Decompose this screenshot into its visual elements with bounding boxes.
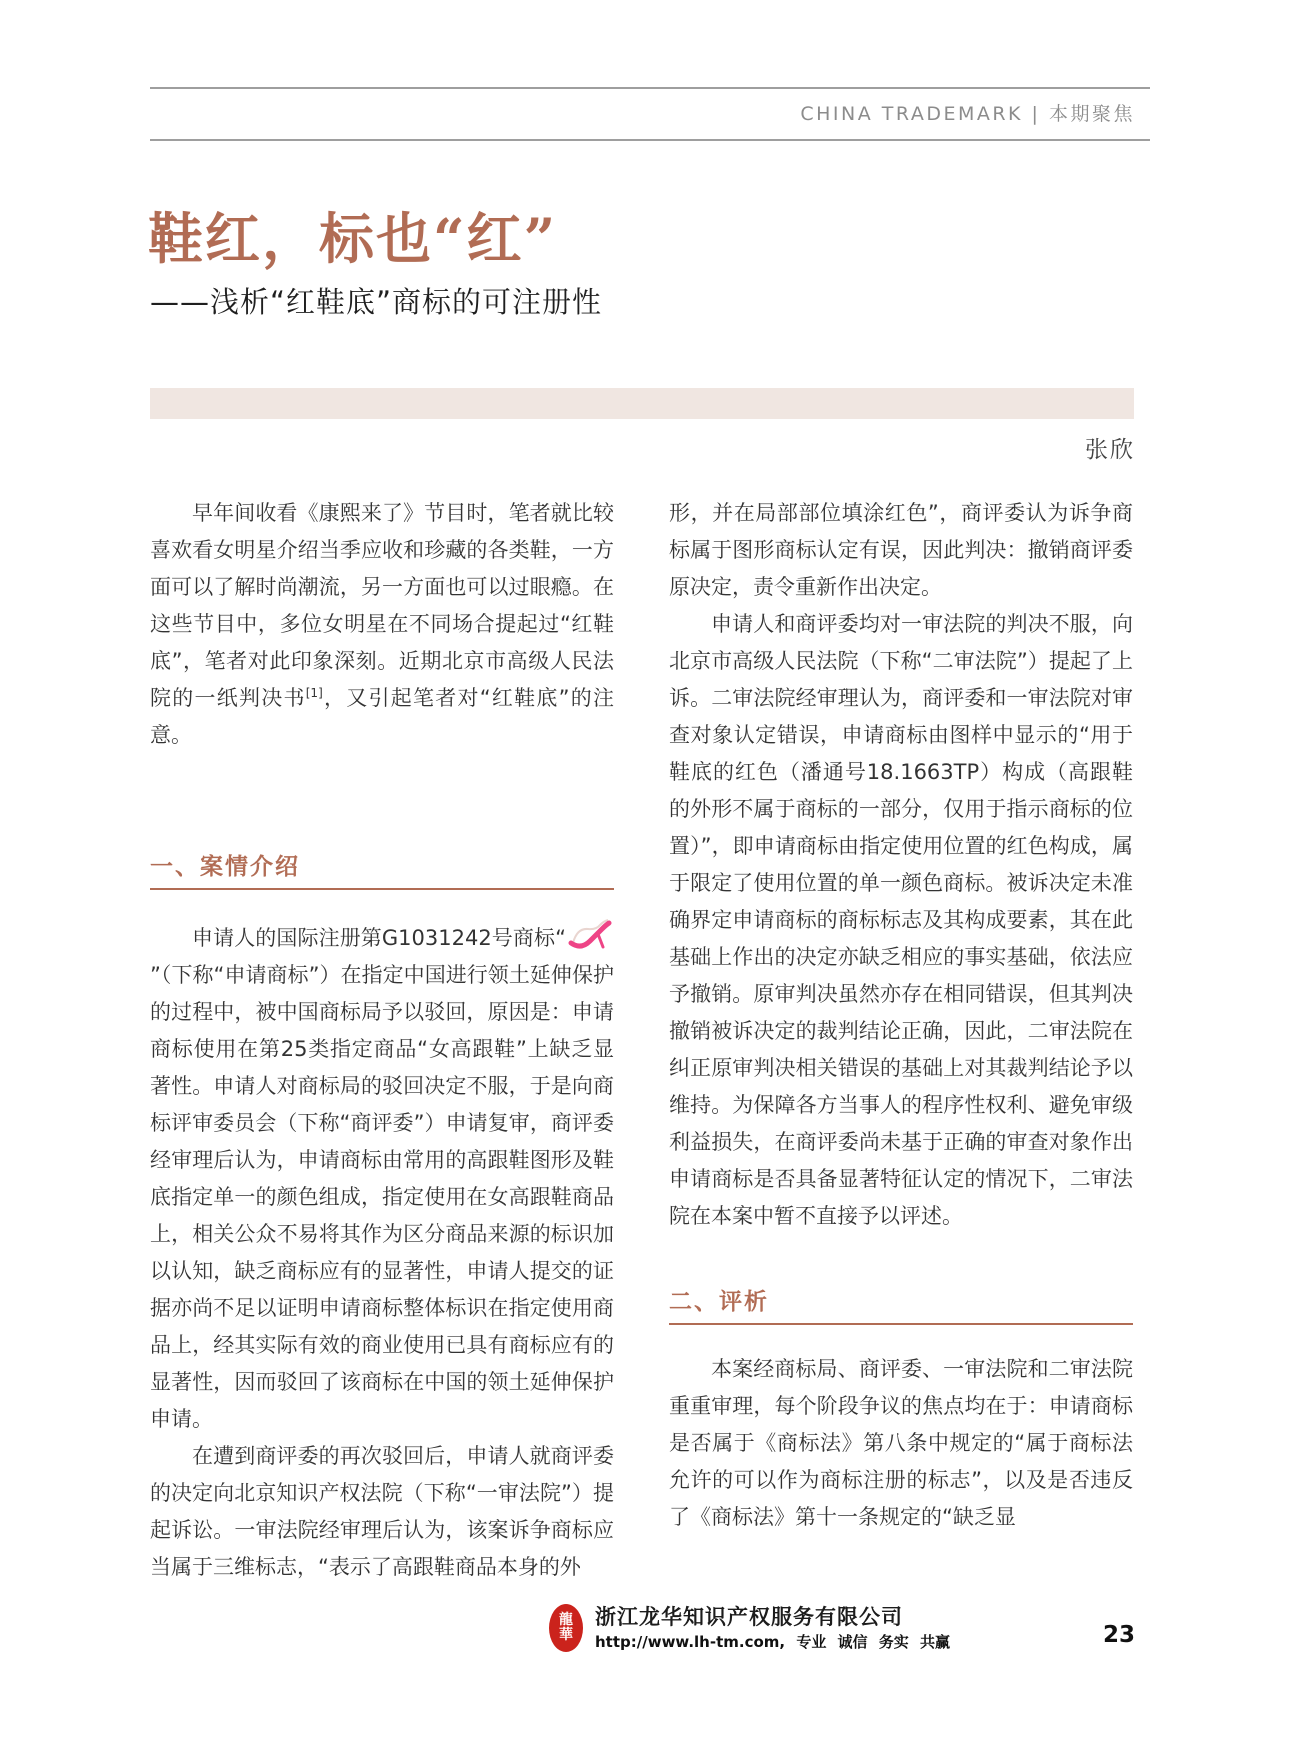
section-heading-1: 一、案情介绍 <box>150 852 614 890</box>
company-name: 浙江龙华知识产权服务有限公司 <box>595 1605 903 1629</box>
trademark-shoe-image <box>568 916 612 952</box>
journal-header-label: CHINA TRADEMARK | 本期聚焦 <box>800 103 1135 125</box>
company-seal-logo <box>549 1604 583 1652</box>
paragraph-continuation: 形，并在局部部位填涂红色”，商评委认为诉争商标属于图形商标认定有误，因此判决：撤销商评委原决定，责令重新作出决定。 <box>669 501 1133 599</box>
paragraph-intro-tail: ，又引起笔者对“红鞋底”的注意。 <box>150 686 614 747</box>
paragraph-intro-text: 早年间收看《康熙来了》节目时，笔者就比较喜欢看女明星介绍当季应收和珍藏的各类鞋，一方面可以了解时尚潮流，另一方面也可以过眼瘾。在这些节目中，多位女明星在不同场合提起过“红鞋底”，笔者对此印象深刻。近期北京市高级人民法院的一纸判决书 <box>150 501 614 710</box>
article-title: 鞋红，标也“红” <box>148 206 558 271</box>
paragraph-case-body: ”（下称“申请商标”）在指定中国进行领土延伸保护的过程中，被中国商标局予以驳回，原因是：申请商标使用在第25类指定商品“女高跟鞋”上缺乏显著性。申请人对商标局的驳回决定不服，于是向商标评审委员会（下称“商评委”）申请复审，商评委经审理后认为，申请商标由常用的高跟鞋图形及鞋底指定单一的颜色组成，指定使用在女高跟鞋商品上，相关公众不易将其作为区分商品来源的标识加以认知，缺乏商标应有的显著性，申请人提交的证据亦尚不足以证明申请商标整体标识在指定使用商品上，经其实际有效的商业使用已具有商标应有的显著性，因而驳回了该商标在中国的领土延伸保护申请。 <box>150 963 614 1431</box>
paragraph-lawsuit: 在遭到商评委的再次驳回后，申请人就商评委的决定向北京知识产权法院（下称“一审法院”）提起诉讼。一审法院经审理后认为，该案诉争商标应当属于三维标志，“表示了高跟鞋商品本身的外 <box>150 1444 614 1579</box>
left-column <box>150 495 614 1586</box>
page-number: 23 <box>1102 1622 1135 1648</box>
paragraph-analysis: 本案经商标局、商评委、一审法院和二审法院重重审理，每个阶段争议的焦点均在于：申请商标是否属于《商标法》第八条中规定的“属于商标法允许的可以作为商标注册的标志”，以及是否违反了《商标法》第十一条规定的“缺乏显 <box>669 1357 1133 1529</box>
seal-char-bottom: 華 <box>559 1627 573 1643</box>
paragraph-appeal: 申请人和商评委均对一审法院的判决不服，向北京市高级人民法院（下称“二审法院”）提起了上诉。二审法院经审理认为，商评委和一审法院对审查对象认定错误，申请商标由图样中显示的“用于鞋底的红色（潘通号18.1663TP）构成（高跟鞋的外形不属于商标的一部分，仅用于指示商标的位置）”，即申请商标由指定使用位置的红色构成，属于限定了使用位置的单一颜色商标。被诉决定未准确界定申请商标的商标标志及其构成要素，其在此基础上作出的决定亦缺乏相应的事实基础，依法应予撤销。原审判决虽然亦存在相同错误，但其判决撤销被诉决定的裁判结论正确，因此，二审法院在纠正原审判决相关错误的基础上对其裁判结论予以维持。为保障各方当事人的程序性权利、避免审级利益损失，在商评委尚未基于正确的审查对象作出申请商标是否具备显著特征认定的情况下，二审法院在本案中暂不直接予以评述。 <box>669 612 1133 1228</box>
footer-text-block <box>595 1603 950 1653</box>
header-top-rule <box>150 87 1150 89</box>
paragraph-intro <box>150 495 614 754</box>
section-heading-2: 二、评析 <box>669 1287 1133 1325</box>
decorative-band <box>150 388 1134 419</box>
paragraph-case-lead: 申请人的国际注册第G1031242号商标“ <box>192 926 566 950</box>
seal-char-top: 龍 <box>559 1612 573 1628</box>
header-bottom-rule <box>150 139 1150 141</box>
footnote-ref-1: [1] <box>305 686 323 700</box>
author-name: 张欣 <box>1085 437 1135 463</box>
paragraph-case <box>150 916 614 1438</box>
article-subtitle: ——浅析“红鞋底”商标的可注册性 <box>150 285 603 319</box>
company-url-tagline: http://www.lh-tm.com, 专业 诚信 务实 共赢 <box>595 1633 950 1651</box>
right-column <box>669 495 1133 1536</box>
page-footer <box>549 1603 950 1653</box>
